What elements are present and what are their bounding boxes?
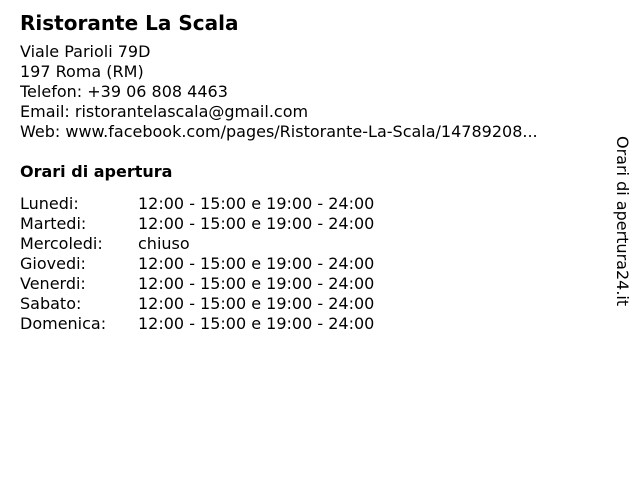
day-label: Domenica: (20, 314, 107, 333)
day-hours: chiuso (138, 234, 190, 253)
email-link[interactable]: ristorantelascala@gmail.com (74, 102, 309, 121)
phone-link[interactable]: +39 06 808 4463 (87, 82, 228, 101)
web-label: Web: (20, 122, 61, 141)
street-address: Viale Parioli 79D (20, 42, 151, 61)
day-label: Venerdi: (20, 274, 86, 293)
email-label: Email: (20, 102, 70, 121)
hours-row-giovedi (20, 254, 610, 274)
hours-row-sabato (20, 294, 610, 314)
hours-row-domenica (20, 314, 610, 334)
day-label: Giovedi: (20, 254, 86, 273)
site-watermark (612, 136, 632, 308)
hours-row-lunedi (20, 194, 610, 214)
contact-block (20, 42, 610, 142)
day-label: Sabato: (20, 294, 82, 313)
day-hours: 12:00 - 15:00 e 19:00 - 24:00 (138, 214, 375, 233)
day-hours: 12:00 - 15:00 e 19:00 - 24:00 (138, 314, 375, 333)
business-name: Ristorante La Scala (20, 11, 239, 35)
web-link[interactable]: www.facebook.com/pages/Ristorante-La-Scala/14789208... (65, 122, 538, 141)
business-card (20, 10, 610, 334)
hours-row-martedi (20, 214, 610, 234)
day-label: Martedi: (20, 214, 87, 233)
city-address: 197 Roma (RM) (20, 62, 144, 81)
hours-row-venerdi (20, 274, 610, 294)
day-hours: 12:00 - 15:00 e 19:00 - 24:00 (138, 194, 375, 213)
web-line (20, 122, 610, 142)
day-label: Mercoledi: (20, 234, 103, 253)
day-label: Lunedi: (20, 194, 79, 213)
hours-title: Orari di apertura (20, 162, 173, 181)
day-hours: 12:00 - 15:00 e 19:00 - 24:00 (138, 254, 375, 273)
day-hours: 12:00 - 15:00 e 19:00 - 24:00 (138, 294, 375, 313)
hours-table (20, 194, 610, 334)
site-watermark-text: Orari di apertura24.it (613, 136, 632, 307)
phone-label: Telefon: (20, 82, 83, 101)
email-line (20, 102, 610, 122)
day-hours: 12:00 - 15:00 e 19:00 - 24:00 (138, 274, 375, 293)
phone-line (20, 82, 610, 102)
hours-row-mercoledi (20, 234, 610, 254)
